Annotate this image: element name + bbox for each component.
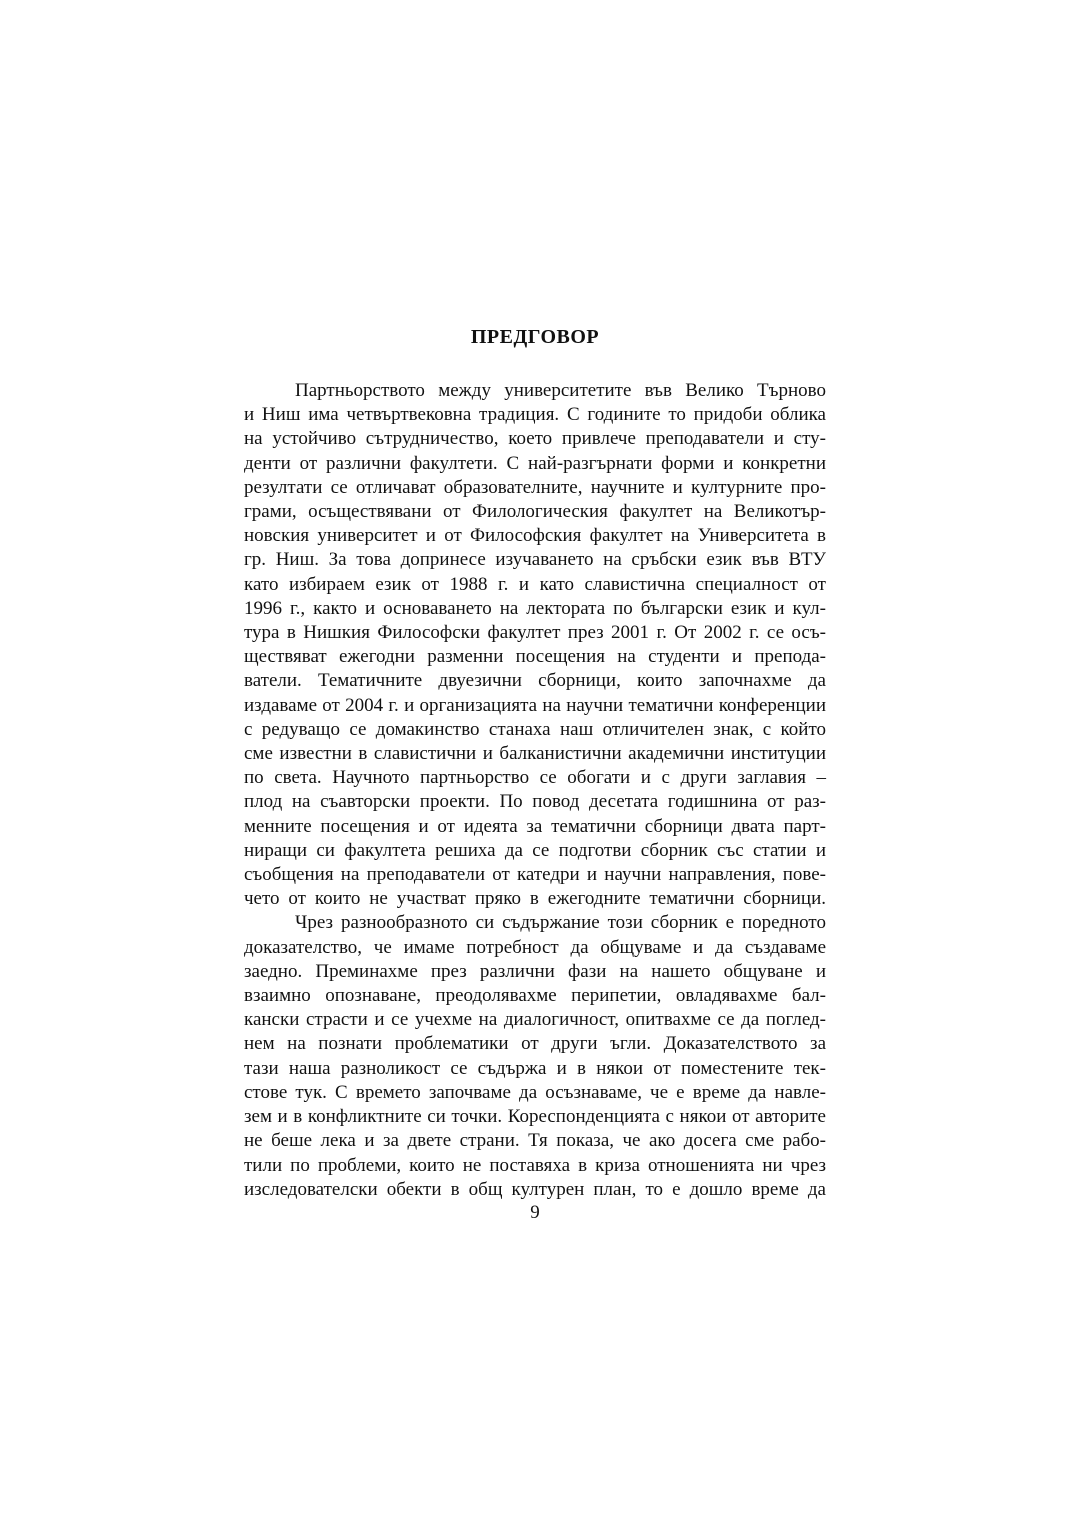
text-line: заедно. Преминахме през различни фази на нашето общуване и <box>244 960 826 982</box>
text-line: тура в Нишкия Философски факултет през 2001 г. От 2002 г. се осъ- <box>244 622 826 644</box>
text-line: чето от които не участват пряко в ежегодните тематични сборници. <box>244 888 826 910</box>
text-line: плод на съавторски проекти. По повод десетата годишнина от раз- <box>244 791 826 813</box>
text-line: ществяват ежегодни разменни посещения на студенти и препода- <box>244 646 826 668</box>
text-line: новския университет и от Философския факултет на Университета в <box>244 525 826 547</box>
text-line: резултати се отличават образователните, научните и културните про- <box>244 476 826 498</box>
text-line: зем и в конфликтните си точки. Кореспонденцията с някои от авторите <box>244 1106 826 1128</box>
text-line: ниращи си факултета решиха да се подготви сборник със статии и <box>244 839 826 861</box>
text-line: на устойчиво сътрудничество, което привлече преподаватели и сту- <box>244 428 826 450</box>
text-line: грами, осъществявани от Филологическия факултет на Великотър- <box>244 501 826 523</box>
text-line: издаваме от 2004 г. и организацията на научни тематични конференции <box>244 694 826 716</box>
text-line: доказателство, че имаме потребност да общуваме и да създаваме <box>244 936 826 958</box>
text-line: денти от различни факултети. С най-разгърнати форми и конкретни <box>244 452 826 474</box>
text-line: като избираем език от 1988 г. и като славистична специалност от <box>244 573 826 595</box>
page-title: ПРЕДГОВОР <box>470 326 600 348</box>
text-line: взаимно опознаване, преодолявахме перипетии, овладявахме бал- <box>244 985 826 1007</box>
text-line: нем на познати проблематики от други ъгли. Доказателството за <box>244 1033 826 1055</box>
text-line: по света. Научното партньорство се обогати и с други заглавия – <box>244 767 826 789</box>
text-line: не беше лека и за двете страни. Тя показа, че ако досега сме рабо- <box>244 1130 826 1152</box>
text-line: Партньорството между университетите във Велико Търново <box>295 380 826 401</box>
text-line: ватели. Тематичните двуезични сборници, които започнахме да <box>244 670 826 692</box>
text-line: гр. Ниш. За това допринесе изучаването на сръбски език във ВТУ <box>244 549 826 571</box>
text-line: сме известни в славистични и балканистични академични институции <box>244 743 826 765</box>
text-line: 1996 г., както и основаването на лектората по български език и кул- <box>244 597 826 619</box>
text-line: Чрез разнообразното си съдържание този сборник е поредното <box>295 912 826 934</box>
text-line: кански страсти и се учехме на диалогичност, опитвахме се да поглед- <box>244 1009 826 1031</box>
text-line: съобщения на преподаватели от катедри и научни направления, пове- <box>244 864 826 886</box>
page-number: 9 <box>530 1202 540 1223</box>
text-line: изследователски обекти в общ културен план, то е дошло време да <box>244 1178 826 1200</box>
text-line: с редуващо се домакинство станаха наш отличителен знак, с който <box>244 718 826 740</box>
text-line: тази наша разноликост се съдържа и в някои от поместените тек- <box>244 1057 826 1079</box>
text-line: стове тук. С времето започваме да осъзнаваме, че е време да навле- <box>244 1081 826 1103</box>
text-line: и Ниш има четвъртвековна традиция. С годините то придоби облика <box>244 404 826 426</box>
text-line: тили по проблеми, които не поставяха в криза отношенията ни чрез <box>244 1154 826 1176</box>
preface-body <box>244 379 826 1202</box>
text-line: менните посещения и от идеята за тематични сборници двата парт- <box>244 815 826 837</box>
